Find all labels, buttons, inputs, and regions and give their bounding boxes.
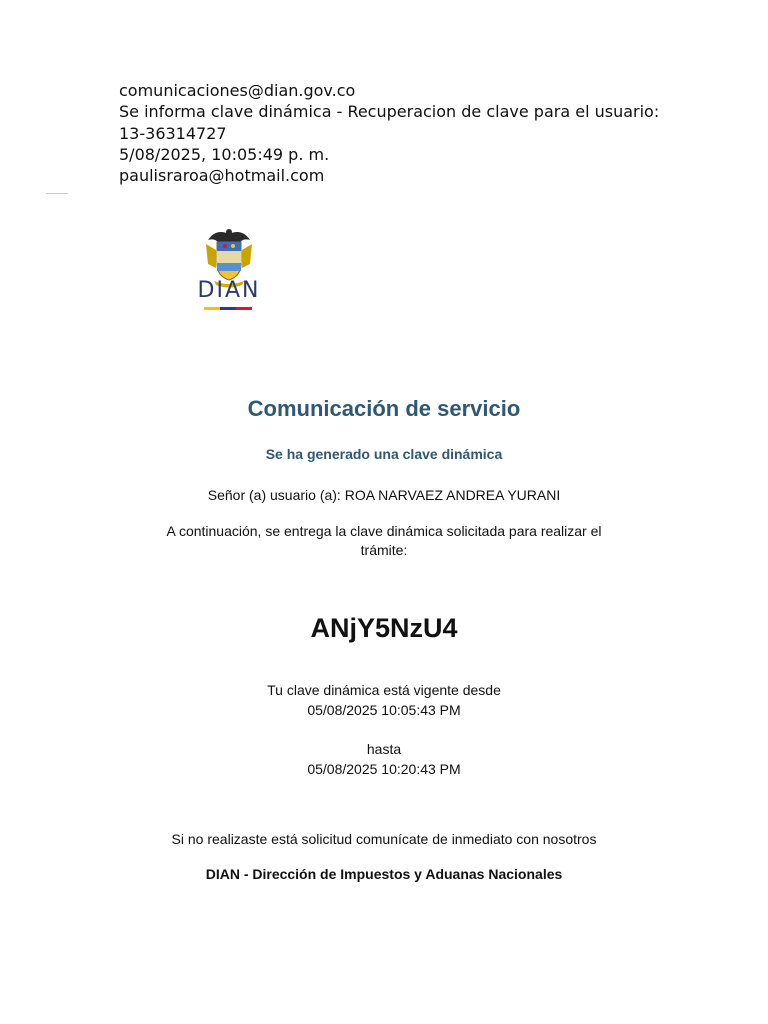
to-value[interactable]: paulisraroa@hotmail.com bbox=[119, 166, 325, 185]
flag-yellow bbox=[204, 307, 220, 310]
message-subtitle: Se ha generado una clave dinámica bbox=[265, 446, 503, 462]
valid-to-label: hasta bbox=[366, 741, 402, 757]
intro-line1: A continuación, se entrega la clave dinámica solicitada para realizar el bbox=[166, 523, 602, 539]
intro-line2: trámite: bbox=[360, 542, 408, 558]
subject-value-line2: 13-36314727 bbox=[119, 124, 227, 143]
valid-to-value: 05/08/2025 10:20:43 PM bbox=[307, 761, 461, 777]
warning-text: Si no realizaste está solicitud comunícate de inmediato con nosotros bbox=[171, 831, 597, 847]
date-value: 5/08/2025, 10:05:49 p. m. bbox=[119, 145, 330, 164]
flag-blue bbox=[220, 307, 236, 310]
valid-from-label: Tu clave dinámica está vigente desde bbox=[267, 682, 501, 698]
valid-from-value: 05/08/2025 10:05:43 PM bbox=[307, 702, 461, 718]
flag-red bbox=[236, 307, 252, 310]
subject-value: Se informa clave dinámica - Recuperacion de clave para el usuario: bbox=[119, 102, 660, 121]
dian-wordmark: DIAN bbox=[197, 278, 261, 303]
from-value[interactable]: comunicaciones@dian.gov.co bbox=[119, 81, 356, 100]
flag-stripe bbox=[204, 307, 252, 310]
message-title: Comunicación de servicio bbox=[247, 396, 521, 421]
email-header bbox=[0, 0, 768, 200]
signature: DIAN - Dirección de Impuestos y Aduanas Nacionales bbox=[205, 866, 563, 882]
dynamic-key[interactable]: ANjY5NzU4 bbox=[310, 613, 458, 643]
header-divider bbox=[46, 193, 68, 194]
greeting: Señor (a) usuario (a): ROA NARVAEZ ANDREA YURANI bbox=[207, 487, 561, 503]
